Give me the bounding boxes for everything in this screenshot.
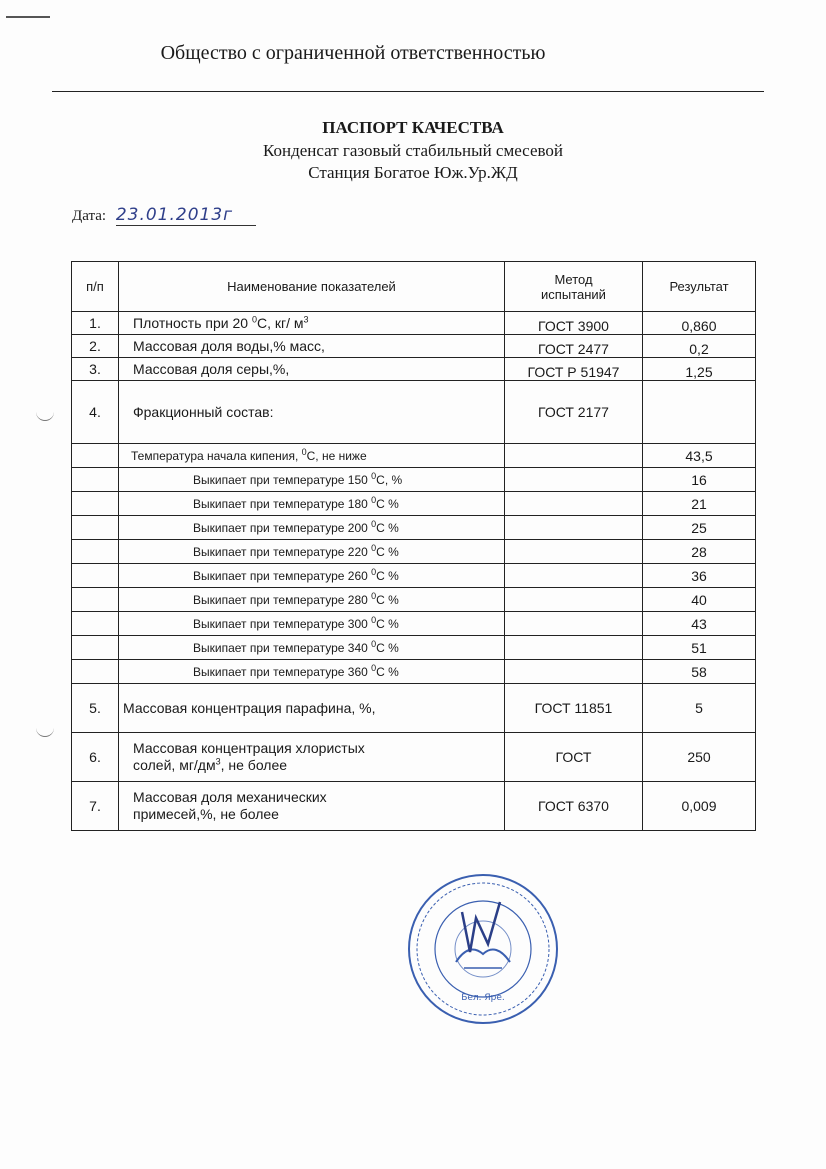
date-row [72,205,256,226]
date-label: Дата: [72,208,107,224]
row-name: Фракционный состав: [119,381,505,444]
fraction-name: Выкипает при температуре 300 $^0$С % [119,612,505,636]
fraction-result: 43,5 [643,444,756,468]
table-row [72,782,756,831]
row-num: 3. [72,358,119,381]
row-method: ГОСТ 2177 [505,381,643,444]
date-value: 23.01.2013г [116,205,256,226]
row-num: 5. [72,684,119,733]
header-method-line2: испытаний [541,286,606,302]
fraction-result: 43 [643,612,756,636]
row-result: 0,2 [643,335,756,358]
official-stamp [404,872,562,1026]
row-name: Массовая концентрация хлористых солей, $мг/дм^3$, не более [119,733,505,782]
fraction-result: 25 [643,516,756,540]
header-result: Результат [643,262,756,312]
document-title: ПАСПОРТ КАЧЕСТВА [322,118,504,137]
station-name: Станция Богатое Юж.Ур.ЖД [308,163,518,182]
row-result [643,381,756,444]
fraction-row [72,468,756,492]
fraction-name: Температура начала кипения, $^0$С, не ниже [119,444,505,468]
row-result: 5 [643,684,756,733]
fraction-row [72,612,756,636]
corner-mark [6,16,50,18]
fraction-row [72,492,756,516]
fraction-name: Выкипает при температуре 280 $^0$С % [119,588,505,612]
row-method: ГОСТ 11851 [505,684,643,733]
fraction-name: Выкипает при температуре 360 $^0$С % [119,660,505,684]
quality-table [71,261,756,831]
row-method: ГОСТ Р 51947 [505,358,643,381]
fraction-name: Выкипает при температуре 200 $^0$С % [119,516,505,540]
table-header-row [72,262,756,312]
fraction-result: 16 [643,468,756,492]
fraction-row [72,636,756,660]
fraction-name: Выкипает при температуре 220 $^0$С % [119,540,505,564]
fraction-result: 40 [643,588,756,612]
header-divider [52,91,764,92]
row-method: ГОСТ [505,733,643,782]
row-num: 6. [72,733,119,782]
table-row [72,684,756,733]
row-name: Плотность при 20 $^0$С, кг/ $м^3$ [119,312,505,335]
row-method: ГОСТ 2477 [505,335,643,358]
row-result: 0,860 [643,312,756,335]
fraction-row [72,516,756,540]
signature-mark [462,902,500,952]
product-name: Конденсат газовый стабильный смесевой [262,141,563,160]
hole-punch-mark [36,410,54,421]
fraction-result: 21 [643,492,756,516]
row-num: 1. [72,312,119,335]
header-name: Наименование показателей [119,262,505,312]
row-method: ГОСТ 3900 [505,312,643,335]
fraction-result: 28 [643,540,756,564]
fraction-result: 36 [643,564,756,588]
stamp-inner-text: Бел. Яре. [461,993,505,1003]
header-method-line1: Метод [554,271,593,287]
row-name: Массовая доля серы,%, [119,358,505,381]
fraction-name: Выкипает при температуре 180 $^0$С % [119,492,505,516]
hole-punch-mark [36,726,54,737]
fraction-row [72,564,756,588]
row-num: 2. [72,335,119,358]
fraction-name: Выкипает при температуре 260 $^0$С % [119,564,505,588]
fraction-name: Выкипает при температуре 340 $^0$С % [119,636,505,660]
fraction-row [72,444,756,468]
row-method: ГОСТ 6370 [505,782,643,831]
header-num: п/п [72,262,119,312]
row-name: Массовая доля воды,% масс, [119,335,505,358]
fraction-row [72,540,756,564]
table-row [72,381,756,444]
row-result: 0,009 [643,782,756,831]
row-result: 1,25 [643,358,756,381]
row-name: Массовая концентрация парафина, %, [119,684,505,733]
table-row [72,335,756,358]
row-name: Массовая доля механических примесей,%, не более [119,782,505,831]
table-row [72,733,756,782]
fraction-row [72,588,756,612]
header-method [505,262,643,312]
table-row [72,312,756,335]
fraction-result: 51 [643,636,756,660]
organization-header: Общество с ограниченной ответственностью [160,42,546,64]
row-result: 250 [643,733,756,782]
fraction-result: 58 [643,660,756,684]
row-num: 7. [72,782,119,831]
row-num: 4. [72,381,119,444]
table-row [72,358,756,381]
fraction-name: Выкипает при температуре 150 $^0$С, % [119,468,505,492]
fraction-row [72,660,756,684]
